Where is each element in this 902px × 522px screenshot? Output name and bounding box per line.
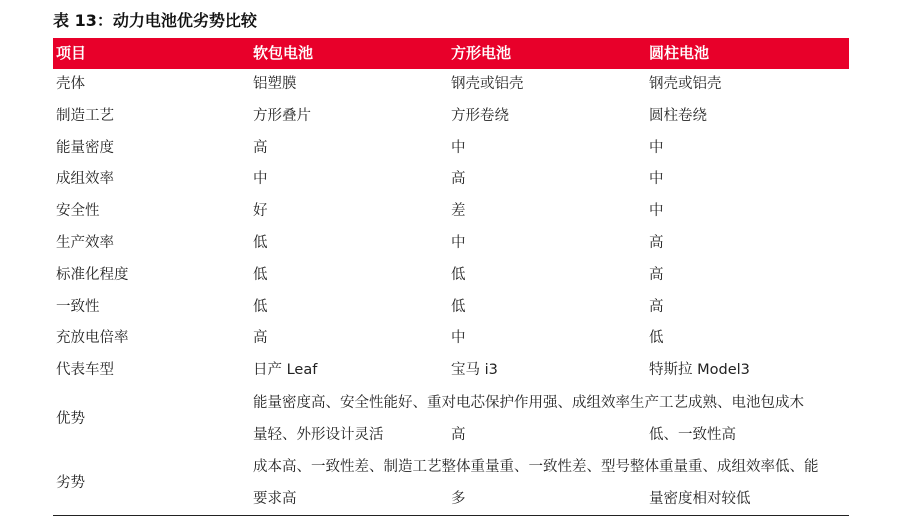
cell-prismatic: 中 <box>451 139 466 156</box>
cell-prismatic: 钢壳或铝壳 <box>451 76 524 92</box>
cell-cylindrical: 中 <box>649 171 664 188</box>
table-row <box>53 164 849 196</box>
disadvantages-row <box>53 451 849 515</box>
disadvantages-pouch-line2: 要求高 <box>253 490 297 507</box>
cell-prismatic: 宝马 i3 <box>451 362 498 379</box>
table-row <box>53 323 849 355</box>
comparison-table <box>53 38 849 515</box>
table-bottom-rule <box>53 515 849 516</box>
cell-pouch: 高 <box>253 139 268 156</box>
cell-pouch: 低 <box>253 234 268 251</box>
table-header-row <box>53 38 849 69</box>
row-label: 壳体 <box>56 76 85 92</box>
row-label: 生产效率 <box>56 234 114 251</box>
disadvantages-cylindrical-line2: 量密度相对较低 <box>649 490 751 507</box>
cell-prismatic: 低 <box>451 298 466 315</box>
advantages-prismatic-line2: 高 <box>451 426 466 443</box>
cell-cylindrical: 特斯拉 Model3 <box>649 362 750 379</box>
cell-prismatic: 高 <box>451 171 466 188</box>
table-title: 表 13：动力电池优劣势比较 <box>53 11 257 30</box>
disadvantages-text-line1: 成本高、一致性差、制造工艺整体重量重、一致性差、型号整体重量重、成组效率低、能 <box>253 458 819 475</box>
row-label: 能量密度 <box>56 139 114 156</box>
row-label: 标准化程度 <box>56 266 129 283</box>
row-label: 代表车型 <box>56 362 114 379</box>
table-row <box>53 196 849 228</box>
cell-pouch: 低 <box>253 266 268 283</box>
advantages-row <box>53 387 849 451</box>
cell-prismatic: 方形卷绕 <box>451 107 509 124</box>
table-row <box>53 133 849 165</box>
cell-prismatic: 中 <box>451 330 466 347</box>
row-label: 充放电倍率 <box>56 330 129 347</box>
cell-pouch: 高 <box>253 330 268 347</box>
row-label: 成组效率 <box>56 171 114 188</box>
row-label: 优势 <box>56 410 85 427</box>
header-pouch: 软包电池 <box>253 44 314 62</box>
row-label: 安全性 <box>56 203 100 220</box>
table-row <box>53 355 849 387</box>
cell-pouch: 方形叠片 <box>253 107 311 124</box>
table-row <box>53 260 849 292</box>
cell-cylindrical: 钢壳或铝壳 <box>649 76 722 92</box>
cell-cylindrical: 高 <box>649 266 664 283</box>
row-label: 劣势 <box>56 474 85 491</box>
header-item: 项目 <box>56 44 87 62</box>
row-label: 一致性 <box>56 298 100 315</box>
cell-pouch: 日产 Leaf <box>253 362 318 379</box>
header-cylindrical: 圆柱电池 <box>649 44 710 62</box>
table-row <box>53 228 849 260</box>
cell-pouch: 好 <box>253 203 268 220</box>
table-row <box>53 69 849 101</box>
header-prismatic: 方形电池 <box>451 44 512 62</box>
advantages-cylindrical-line2: 低、一致性高 <box>649 426 736 443</box>
cell-cylindrical: 圆柱卷绕 <box>649 107 707 124</box>
cell-prismatic: 差 <box>451 203 466 220</box>
cell-cylindrical: 中 <box>649 139 664 156</box>
cell-pouch: 低 <box>253 298 268 315</box>
cell-prismatic: 低 <box>451 266 466 283</box>
advantages-text-line1: 能量密度高、安全性能好、重对电芯保护作用强、成组效率生产工艺成熟、电池包成木 <box>253 394 804 411</box>
cell-pouch: 铝塑膜 <box>253 76 297 92</box>
table-row <box>53 292 849 324</box>
row-label: 制造工艺 <box>56 107 114 124</box>
cell-cylindrical: 高 <box>649 298 664 315</box>
disadvantages-prismatic-line2: 多 <box>451 490 466 507</box>
cell-cylindrical: 高 <box>649 234 664 251</box>
cell-prismatic: 中 <box>451 234 466 251</box>
cell-cylindrical: 中 <box>649 203 664 220</box>
cell-pouch: 中 <box>253 171 268 188</box>
advantages-pouch-line2: 量轻、外形设计灵活 <box>253 426 384 443</box>
table-row <box>53 101 849 133</box>
cell-cylindrical: 低 <box>649 330 664 347</box>
